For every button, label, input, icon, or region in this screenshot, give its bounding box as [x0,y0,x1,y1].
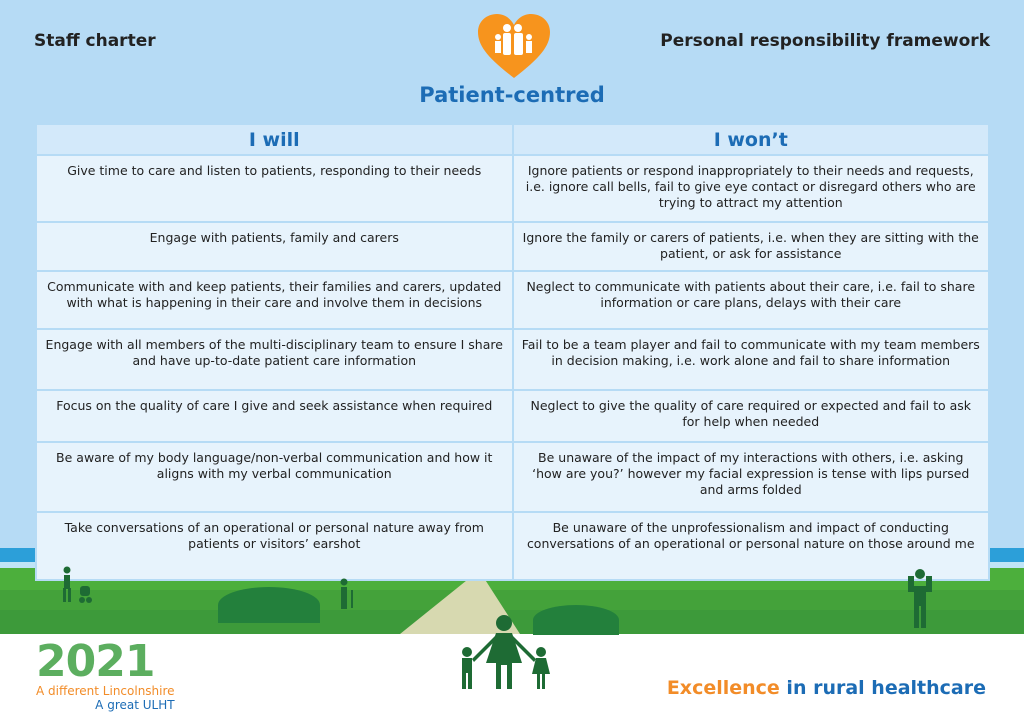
table-row [36,512,989,580]
column-header-wont: I won’t [513,124,990,155]
wont-cell: Ignore patients or respond inappropriately to their needs and requests, i.e. ignore call bells, fail to give eye contact or disregard others who are trying to attract my attention [513,155,990,222]
wont-cell: Ignore the family or carers of patients, i.e. when they are sitting with the patient, or ask for assistance [513,222,990,271]
will-cell: Give time to care and listen to patients, responding to their needs [36,155,513,222]
table-row [36,222,989,271]
logo-line1: A different Lincolnshire [36,684,175,698]
bush-illustration [218,587,320,623]
logo-line2: A great ULHT [95,698,175,712]
table-row [36,442,989,512]
table-row [36,155,989,222]
framework-title: Personal responsibility framework [660,31,990,51]
wont-cell: Be unaware of the impact of my interactions with others, i.e. asking ‘how are you?’ however my facial expression is tense with lips pursed and arms folded [513,442,990,512]
table-row [36,390,989,442]
family-icon [454,615,554,689]
ulht-2021-logo [36,636,175,712]
heart-family-icon [478,14,550,80]
person-with-pram-icon [58,566,96,606]
section-title: Patient-centred [419,83,605,107]
wont-cell: Neglect to give the quality of care required or expected and fail to ask for help when needed [513,390,990,442]
elderly-person-icon [336,578,356,610]
table-row [36,329,989,390]
will-cell: Engage with patients, family and carers [36,222,513,271]
field [0,590,1024,610]
wont-cell: Be unaware of the unprofessionalism and impact of conducting conversations of an operational or personal nature on those around me [513,512,990,580]
will-cell: Focus on the quality of care I give and seek assistance when required [36,390,513,442]
wont-cell: Neglect to communicate with patients about their care, i.e. fail to share information or care plans, delays with their care [513,271,990,329]
tagline-excellence: Excellence [666,677,780,699]
tagline-rest: in rural healthcare [779,677,986,699]
charter-table [35,123,990,581]
column-header-will: I will [36,124,513,155]
tagline [667,677,986,699]
will-cell: Take conversations of an operational or personal nature away from patients or visitors’ earshot [36,512,513,580]
wont-cell: Fail to be a team player and fail to communicate with my team members in decision making, i.e. work alone and fail to share information [513,329,990,390]
parent-carrying-child-icon [906,566,934,628]
table-row [36,271,989,329]
staff-charter-title: Staff charter [34,31,156,51]
logo-year: 2021 [36,636,155,687]
will-cell: Communicate with and keep patients, their families and carers, updated with what is happening in their care and involve them in decisions [36,271,513,329]
will-cell: Be aware of my body language/non-verbal communication and how it aligns with my verbal communication [36,442,513,512]
will-cell: Engage with all members of the multi-disciplinary team to ensure I share and have up-to-date patient care information [36,329,513,390]
